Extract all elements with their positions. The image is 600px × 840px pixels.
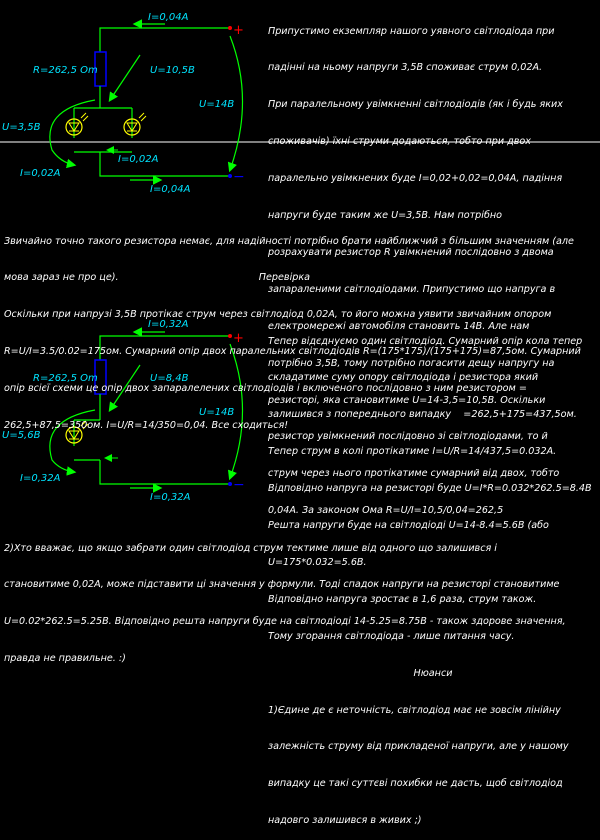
plus-terminal-2: + [233, 331, 244, 346]
wire-bottom-2 [100, 460, 230, 484]
minus-terminal-2: − [233, 477, 245, 493]
plus-terminal: + [233, 23, 244, 38]
label-current-top: I=0,04A [148, 12, 189, 23]
nuance-two: 2)Хто вважає, що якщо забрати один світлодіод струм тектиме лише від одного що залишився і становитиме 0,02А, може підставити ці значення у формули. Тоді спадок напруги на резисторі становитиме U=0.02*262.5=5.25В. Відповідно решта напруги буде на світлодіоді 14-5.25=8.75В - також здорове значення, правда не правильне. :) [4, 542, 566, 665]
label-led-voltage: U=3,5B [2, 122, 41, 133]
minus-node-icon [228, 174, 232, 178]
minus-node-icon-2 [228, 482, 232, 486]
label-led-current-right: I=0,02A [118, 154, 159, 165]
label-led-voltage-2: U=5,6B [2, 430, 41, 441]
label-current-bottom: I=0,04A [150, 184, 191, 195]
led-right-icon [124, 113, 146, 135]
wire-top [100, 28, 230, 52]
arrow-resistor-voltage [110, 55, 140, 100]
explanation-middle: Звичайно точно такого резистора немає, для надійності потрібно брати найближчий з більшим значенням (але мова зараз не про це). Перевірка Оскільки при напрузі 3,5В протікає струм через світлодіод 0,02А, то його можна уявити звичайним опором R=U/I=3.5/0.02=175ом. Сумарний опір двох паралельних світлодіодів R=(175*175)/(175+175)=87,5ом. Сумарний опір всієї схеми це опір двох запаралелених світлодіодів і включеного послідовно з ним резистором = 262,5+87,5=350ом. I=U/R=14/350=0,04. Все сходиться! [4, 235, 581, 432]
minus-terminal: − [233, 169, 245, 185]
label-supply-voltage-2: U=14B [199, 407, 235, 418]
led-left-icon [66, 113, 88, 135]
label-led-current-2: I=0,32A [20, 473, 61, 484]
label-resistor-2: R=262,5 Om [33, 373, 98, 384]
explanation-bottom: Тепер відєднуємо один світлодіод. Сумарний опір кола тепер складатиме суму опору світлодіода і резистора який залишився з попереднього випадку =262,5+175=437,5ом. Тепер струм в колі протікатиме I=U/R=14/437,5=0.032А. Відповідно напруга на резисторі буде U=I*R=0.032*262.5=8.4В Решта напруги буде на світлодіоді U=14-8.4=5.6В (або U=175*0.032=5.6В. Відповідно напруга зростає в 1,6 раза, струм також. Тому згорання світлодіода - лише питання часу. Нюанси 1)Єдине де є неточність, світлодіод має не зовсім лінійну залежність струму від прикладеної напруги, але у нашому випадку це такі суттєві похибки не дасть, щоб світлодіод надовго залишився в живих ;) [268, 311, 598, 840]
label-resistor-voltage-2: U=8,4B [150, 373, 189, 384]
nuances-heading: Нюанси [413, 667, 453, 679]
label-supply-voltage: U=14B [199, 99, 235, 110]
label-current-bottom-2: I=0,32A [150, 492, 191, 503]
label-led-current-left: I=0,02A [20, 168, 61, 179]
arc-led-voltage [50, 100, 95, 165]
label-resistor: R=262,5 Om [33, 65, 98, 76]
circuit-top [2, 12, 245, 195]
label-current-top-2: I=0,32A [148, 319, 189, 330]
plus-node-icon [228, 26, 232, 30]
explanation-top: Припустимо екземпляр нашого уявного світлодіода при падінні на ньому напруги 3,5В споживає струм 0,02А. При паралельному увімкненні світлодіодів (як і будь яких споживачів) їхні струми додаються, тобто при двох паралельно увімкнених буде I=0,02+0,02=0,04А, падіння напруги буде таким же U=3,5В. Нам потрібно розрахувати резистор R увімкнений послідовно з двома запараленими світлодіодами. Припустимо що напруга в електромережі автомобіля становить 14В. Але нам потрібно 3,5В, тому потрібно погасити дещу напругу на резисторі, яка становитиме U=14-3,5=10,5В. Оскільки резистор увімкнений послідовно зі світлодіодами, то й струм через нього протікатиме сумарний від двох, тобто 0,04А. За законом Ома R=U/I=10,5/0,04=262,5 [268, 25, 563, 517]
label-resistor-voltage: U=10,5B [150, 65, 195, 76]
